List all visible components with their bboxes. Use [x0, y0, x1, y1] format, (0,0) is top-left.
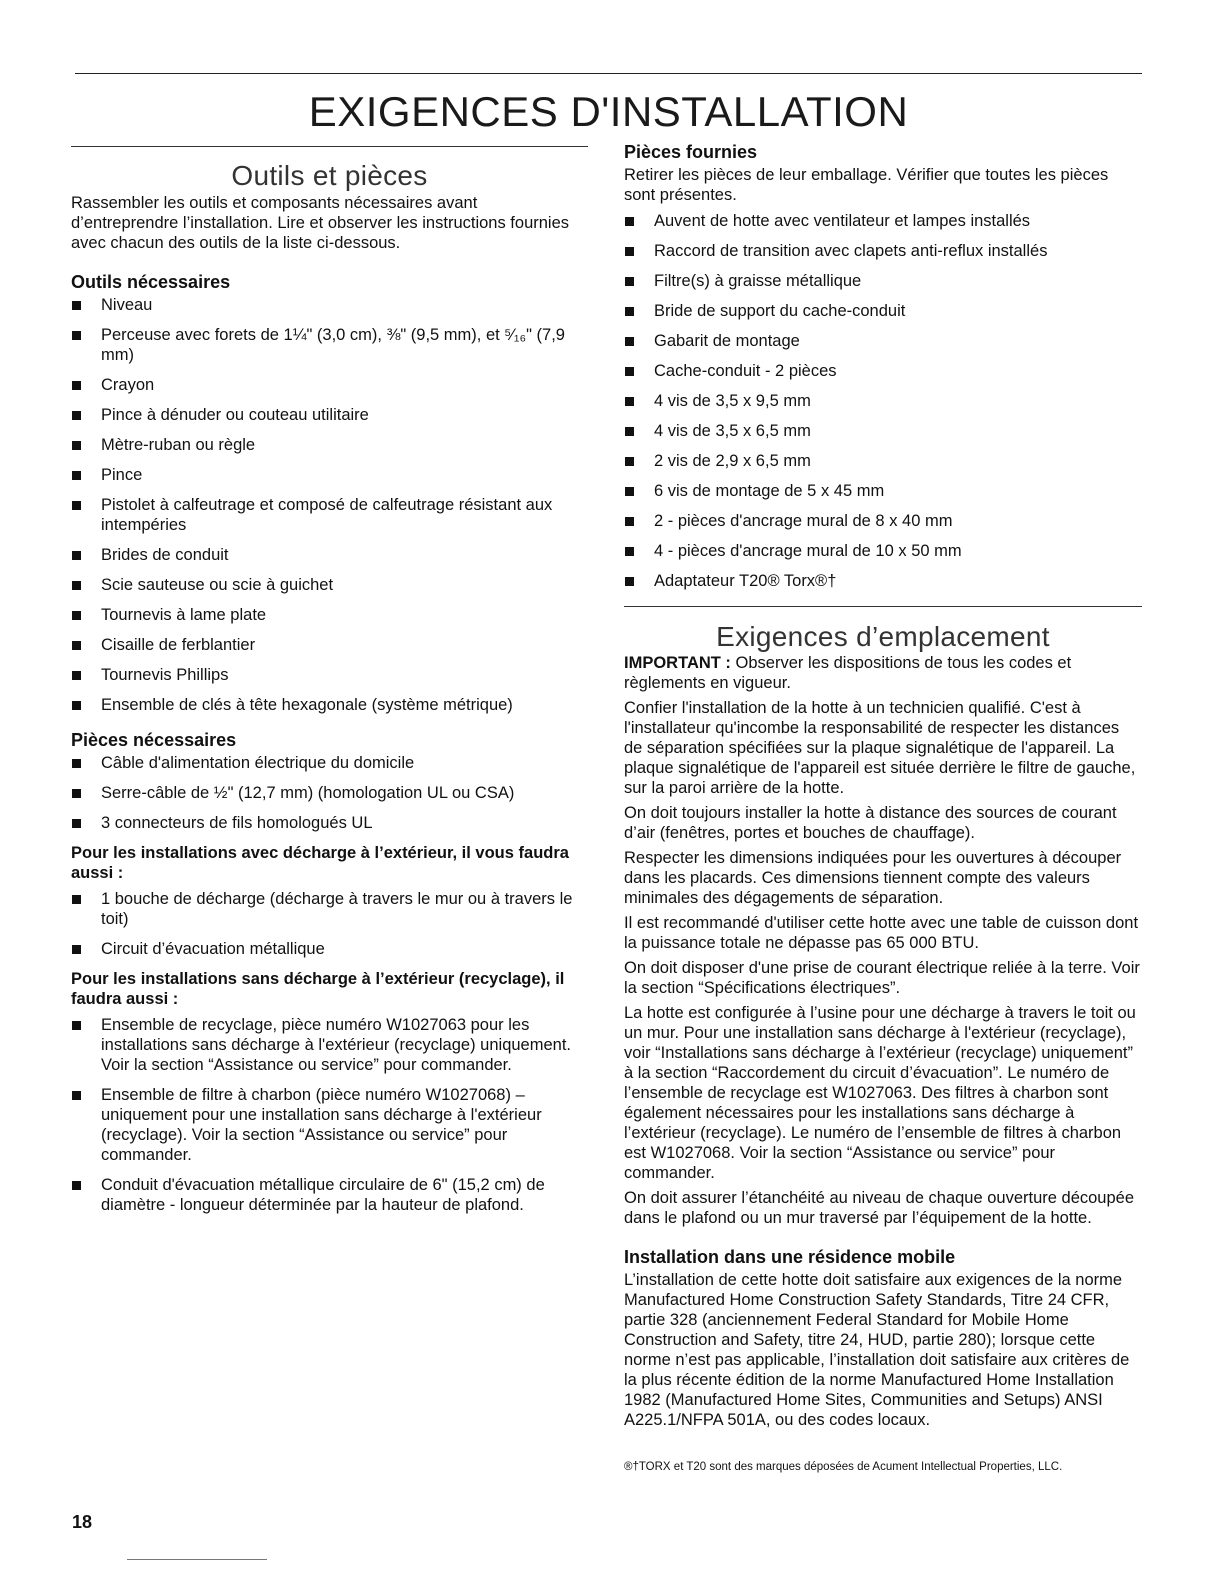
bullet-icon	[72, 701, 81, 710]
intro-paragraph: Rassembler les outils et composants nécessaires avant d’entreprendre l’installation. Lire et observer les instructions fournies avec chacun des outils de la liste ci-dessous.	[71, 194, 570, 252]
list-item: 2 vis de 2,9 x 6,5 mm	[624, 451, 1142, 471]
bullet-icon	[72, 1021, 81, 1030]
top-rule	[75, 73, 1142, 74]
bullet-icon	[625, 427, 634, 436]
trademark-footnote: ®†TORX et T20 sont des marques déposées de Acument Intellectual Properties, LLC.	[624, 1461, 1063, 1473]
supplied-intro: Retirer les pièces de leur emballage. Vérifier que toutes les pièces sont présentes.	[624, 166, 1109, 204]
bullet-icon	[72, 641, 81, 650]
list-item: Ensemble de recyclage, pièce numéro W1027063 pour les installations sans décharge à l'extérieur (recyclage) uniquement. Voir la section “Assistance ou service” pour commander.	[71, 1015, 588, 1075]
bottom-link-line	[127, 1559, 267, 1560]
bullet-icon	[625, 517, 634, 526]
bullet-icon	[625, 337, 634, 346]
list-item: Filtre(s) à graisse métallique	[624, 271, 1142, 291]
bullet-icon	[72, 501, 81, 510]
bullet-icon	[625, 277, 634, 286]
list-item: 4 vis de 3,5 x 6,5 mm	[624, 421, 1142, 441]
list-item: Conduit d'évacuation métallique circulaire de 6" (15,2 cm) de diamètre - longueur déterminée par la hauteur de plafond.	[71, 1175, 588, 1215]
list-item: Ensemble de filtre à charbon (pièce numéro W1027068) – uniquement pour une installation sans décharge à l'extérieur (recyclage). Voir la section “Assistance ou service” pour commander.	[71, 1085, 588, 1165]
list-item: Câble d'alimentation électrique du domicile	[71, 753, 588, 773]
list-item: 2 - pièces d'ancrage mural de 8 x 40 mm	[624, 511, 1142, 531]
bullet-icon	[72, 581, 81, 590]
list-item: Adaptateur T20® Torx®†	[624, 571, 1142, 591]
list-item: Pistolet à calfeutrage et composé de calfeutrage résistant aux intempéries	[71, 495, 588, 535]
recirc-heading: Pour les installations sans décharge à l’extérieur (recyclage), il faudra aussi :	[71, 970, 565, 1008]
bullet-icon	[625, 217, 634, 226]
list-item: Tournevis à lame plate	[71, 605, 588, 625]
list-item: Brides de conduit	[71, 545, 588, 565]
important-label: IMPORTANT :	[624, 654, 731, 672]
list-item: Mètre-ruban ou règle	[71, 435, 588, 455]
tools-heading: Outils nécessaires	[71, 272, 231, 292]
mobile-home-paragraph: L’installation de cette hotte doit satisfaire aux exigences de la norme Manufactured Home Construction Safety Standards, Titre 24 CFR, partie 328 (anciennement Federal Standard for Mobile Home Construction and Safety, titre 24, HUD, partie 280); lorsque cette norme n’est pas applicable, l’installation doit satisfaire aux critères de la plus récente édition de la norme Manufactured Home Installation 1982 (Manufactured Home Sites, Communities and Setups) ANSI A225.1/NFPA 501A, ou des codes locaux.	[624, 1271, 1130, 1429]
list-item: 4 vis de 3,5 x 9,5 mm	[624, 391, 1142, 411]
location-paragraph: On doit assurer l’étanchéité au niveau de chaque ouverture découpée dans le plafond ou un mur traversé par l’équipement de la hotte.	[624, 1189, 1135, 1227]
location-paragraph: Respecter les dimensions indiquées pour les ouvertures à découper dans les placards. Ces dimensions tiennent compte des valeurs minimales des dégagements de séparation.	[624, 849, 1122, 907]
list-item: Cisaille de ferblantier	[71, 635, 588, 655]
list-item: Gabarit de montage	[624, 331, 1142, 351]
mobile-home-heading: Installation dans une résidence mobile	[624, 1247, 956, 1267]
location-paragraph: La hotte est configurée à l’usine pour une décharge à travers le toit ou un mur. Pour une installation sans décharge à l'extérieur (recyclage), voir “Installations sans décharge à l’extérieur (recyclage) uniquement” à la section “Raccordement du circuit d’évacuation”. Le numéro de l’ensemble de recyclage est W1027063. Des filtres à charbon sont également nécessaires pour les installations sans décharge à l’extérieur (recyclage). Le numéro de l’ensemble de filtres à charbon est W1027068. Voir la section “Assistance ou service” pour commander.	[624, 1004, 1136, 1182]
location-paragraph: Il est recommandé d'utiliser cette hotte avec une table de cuisson dont la puissance totale ne dépasse pas 65 000 BTU.	[624, 914, 1139, 952]
bullet-icon	[72, 759, 81, 768]
parts-heading: Pièces nécessaires	[71, 730, 237, 750]
list-item: Bride de support du cache-conduit	[624, 301, 1142, 321]
bullet-icon	[72, 819, 81, 828]
important-paragraph: IMPORTANT : Observer les dispositions de tous les codes et règlements en vigueur.	[624, 654, 1072, 692]
bullet-icon	[625, 547, 634, 556]
list-item: 6 vis de montage de 5 x 45 mm	[624, 481, 1142, 501]
list-item: Serre-câble de ½" (12,7 mm) (homologation UL ou CSA)	[71, 783, 588, 803]
bullet-icon	[625, 457, 634, 466]
bullet-icon	[72, 301, 81, 310]
tools-list	[71, 295, 588, 715]
bullet-icon	[625, 307, 634, 316]
bullet-icon	[72, 1091, 81, 1100]
bullet-icon	[72, 331, 81, 340]
parts-list	[71, 753, 588, 833]
supplied-parts-heading: Pièces fournies	[624, 142, 758, 162]
list-item: Scie sauteuse ou scie à guichet	[71, 575, 588, 595]
bullet-icon	[72, 945, 81, 954]
list-item: Ensemble de clés à tête hexagonale (système métrique)	[71, 695, 588, 715]
section-title-location: Exigences d’emplacement	[716, 621, 1050, 652]
page-title: EXIGENCES D'INSTALLATION	[308, 88, 909, 135]
location-paragraph: On doit toujours installer la hotte à distance des sources de courant d’air (fenêtres, portes et bouches de chauffage).	[624, 804, 1117, 842]
bullet-icon	[72, 441, 81, 450]
bullet-icon	[625, 367, 634, 376]
bullet-icon	[72, 411, 81, 420]
list-item: Auvent de hotte avec ventilateur et lampes installés	[624, 211, 1142, 231]
list-item: Niveau	[71, 295, 588, 315]
list-item: Raccord de transition avec clapets anti-reflux installés	[624, 241, 1142, 261]
section-rule	[624, 606, 1142, 607]
vented-list	[71, 889, 588, 959]
section-title-tools-parts: Outils et pièces	[231, 160, 428, 191]
bullet-icon	[72, 611, 81, 620]
bullet-icon	[72, 895, 81, 904]
vented-heading: Pour les installations avec décharge à l’extérieur, il vous faudra aussi :	[71, 844, 569, 882]
bullet-icon	[625, 487, 634, 496]
list-item: Pince à dénuder ou couteau utilitaire	[71, 405, 588, 425]
bullet-icon	[72, 1181, 81, 1190]
list-item: Perceuse avec forets de 1¼" (3,0 cm), ⅜" (9,5 mm), et ⁵⁄₁₆" (7,9 mm)	[71, 325, 588, 365]
bullet-icon	[72, 471, 81, 480]
list-item: 4 - pièces d'ancrage mural de 10 x 50 mm	[624, 541, 1142, 561]
bullet-icon	[625, 247, 634, 256]
list-item: Pince	[71, 465, 588, 485]
list-item: 1 bouche de décharge (décharge à travers le mur ou à travers le toit)	[71, 889, 588, 929]
list-item: Cache-conduit - 2 pièces	[624, 361, 1142, 381]
supplied-list	[624, 211, 1142, 591]
list-item: Crayon	[71, 375, 588, 395]
bullet-icon	[625, 577, 634, 586]
location-paragraph: On doit disposer d'une prise de courant électrique reliée à la terre. Voir la section “Spécifications électriques”.	[624, 959, 1140, 997]
section-rule	[71, 146, 588, 147]
page-number: 18	[72, 1512, 93, 1532]
left-column	[71, 146, 588, 1215]
bullet-icon	[72, 671, 81, 680]
recirc-list	[71, 1015, 588, 1215]
bullet-icon	[625, 397, 634, 406]
bullet-icon	[72, 551, 81, 560]
list-item: 3 connecteurs de fils homologués UL	[71, 813, 588, 833]
bullet-icon	[72, 789, 81, 798]
location-paragraph: Confier l'installation de la hotte à un technicien qualifié. C'est à l'installateur qu'incombe la responsabilité de respecter les distances de séparation spécifiées sur la plaque signalétique de l'appareil. La plaque signalétique de l'appareil est située derrière le filtre de gauche, sur la paroi arrière de la hotte.	[624, 699, 1136, 797]
right-column	[624, 141, 1142, 1474]
list-item: Circuit d’évacuation métallique	[71, 939, 588, 959]
list-item: Tournevis Phillips	[71, 665, 588, 685]
bullet-icon	[72, 381, 81, 390]
